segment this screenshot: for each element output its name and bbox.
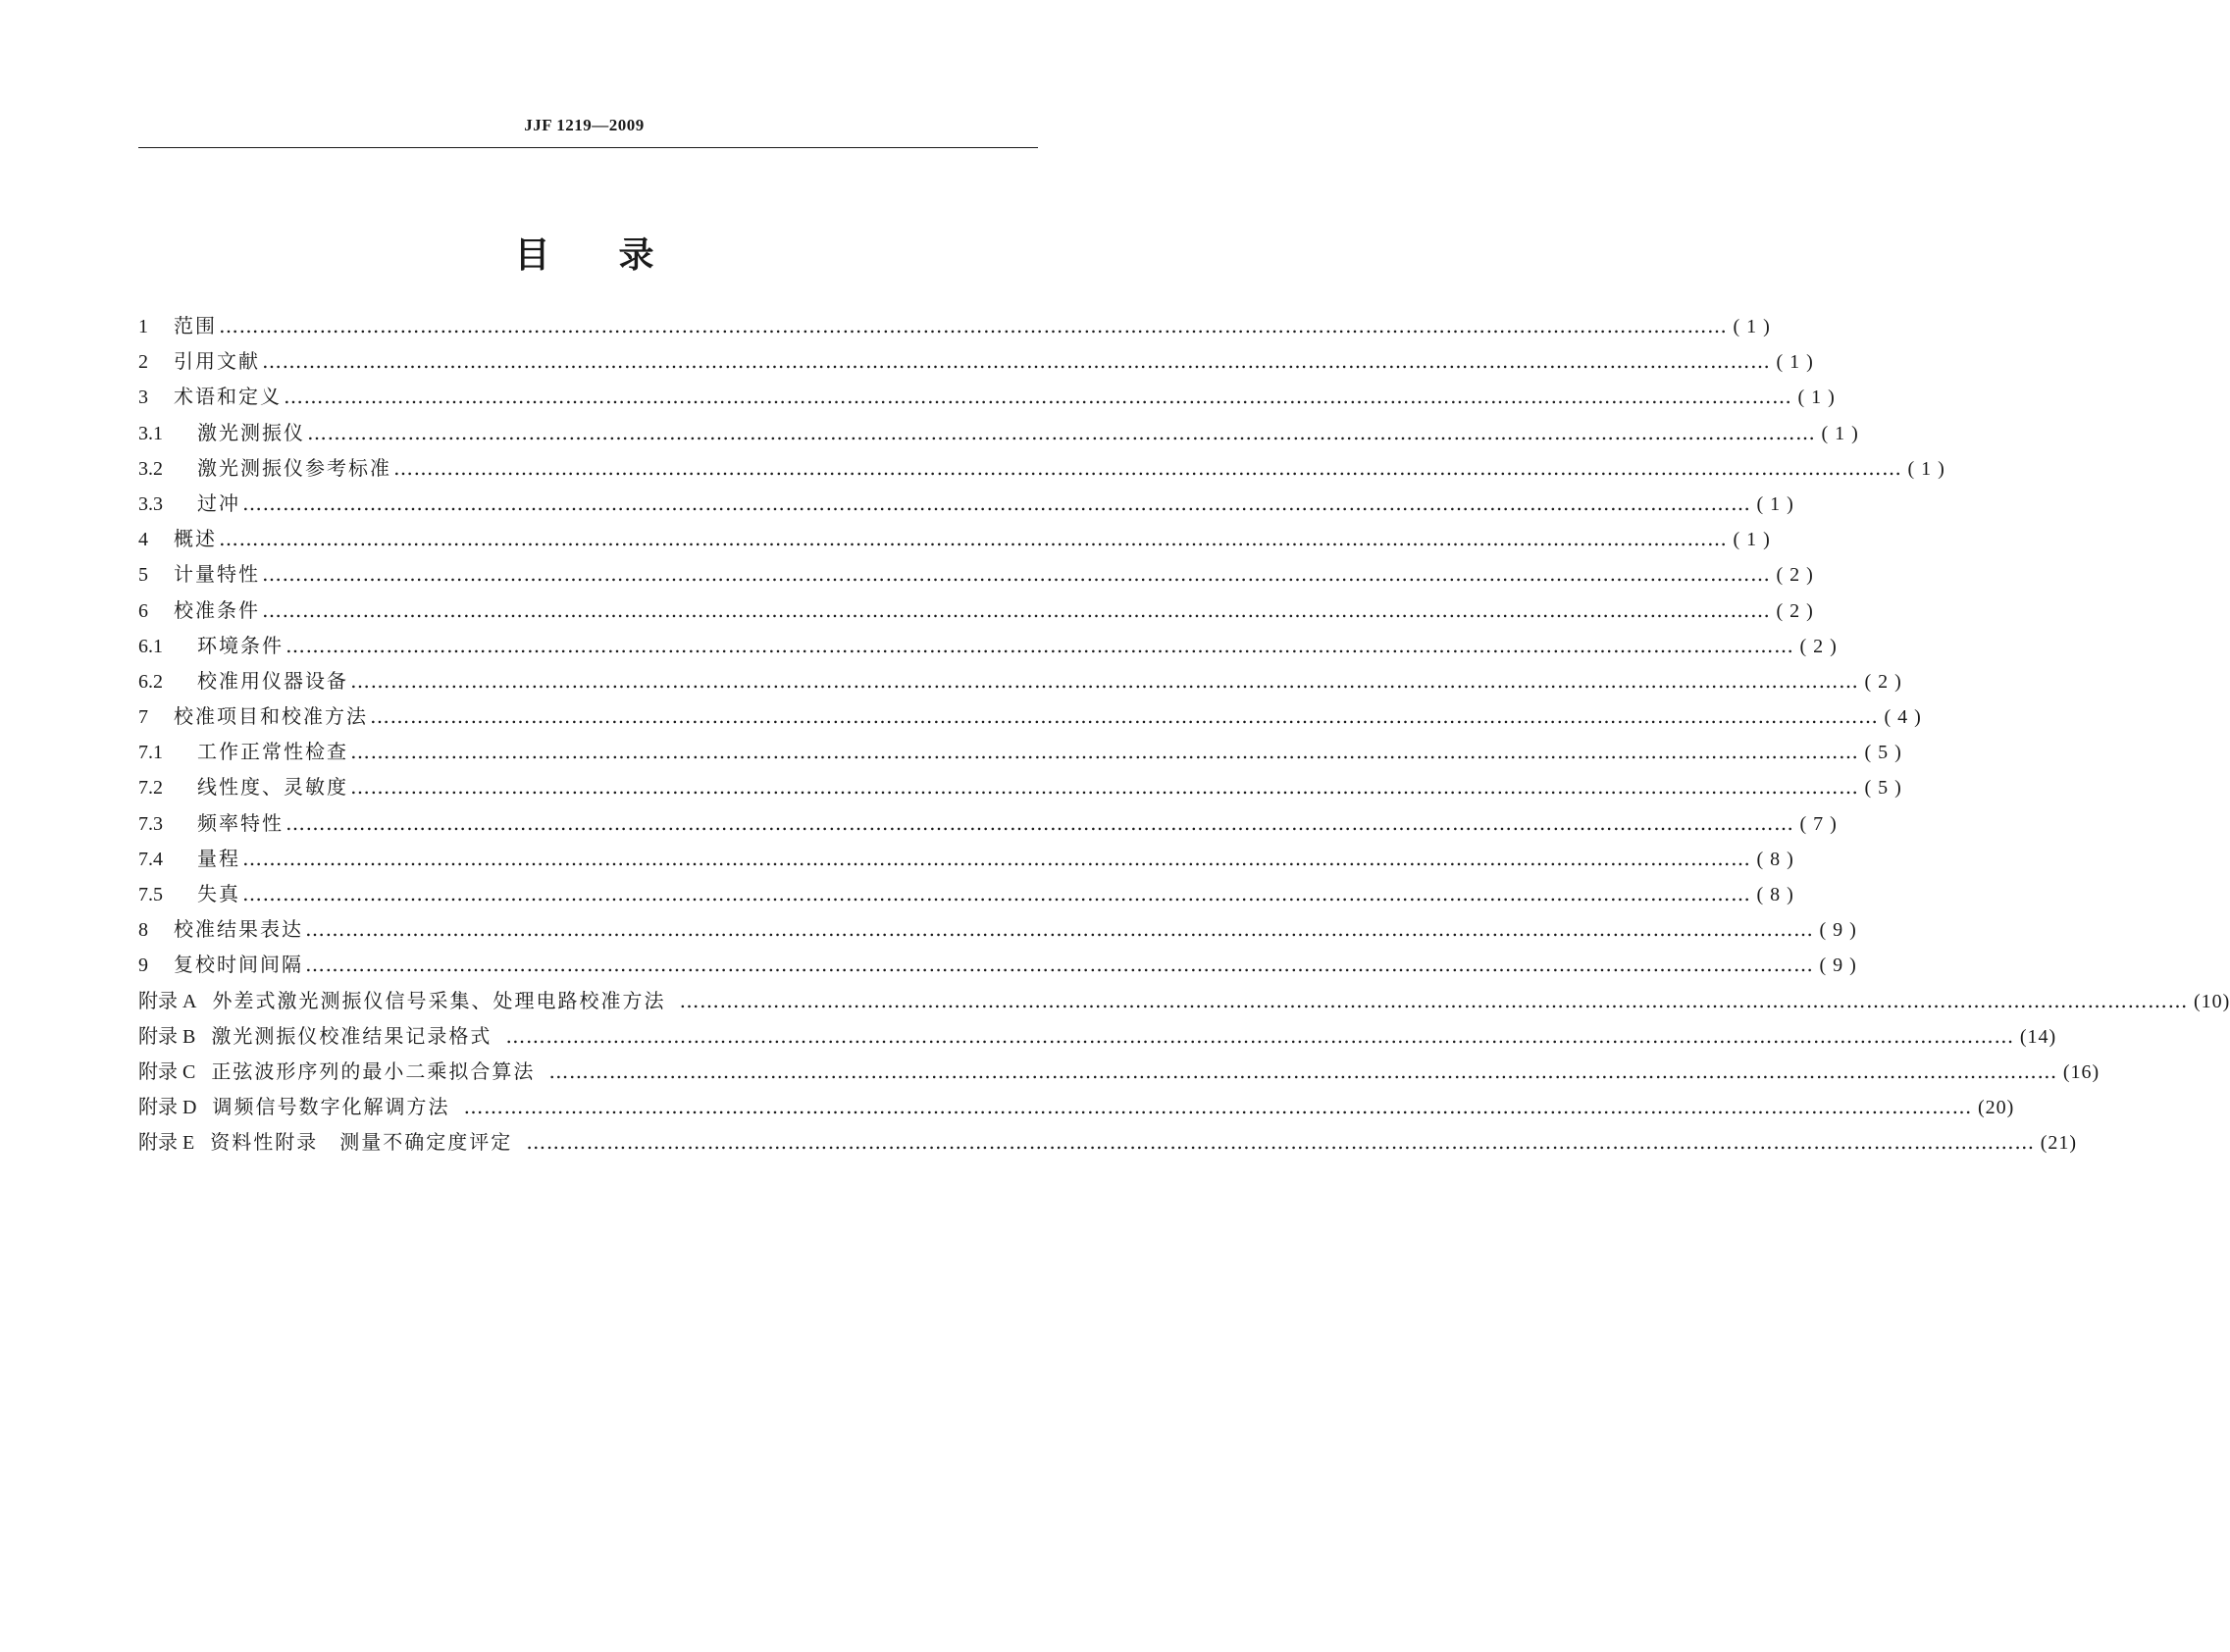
toc-entry-title: 资料性附录 测量不确定度评定 [210, 1130, 513, 1155]
toc-page-number: ( 2 ) [1864, 670, 1902, 693]
toc-entry-title: 校准结果表达 [174, 917, 303, 942]
toc-entry[interactable] [138, 450, 1945, 486]
toc-page-number: (16) [2062, 1060, 2100, 1083]
toc-page-number: ( 4 ) [1884, 706, 1922, 729]
toc-entry-title: 线性度、灵敏度 [197, 775, 348, 800]
toc-entry[interactable] [138, 663, 1902, 698]
toc-page-number: ( 2 ) [1799, 635, 1838, 657]
toc-dot-leader: ……………………………………………………………………………………………………………………………………………………………………………………………………… [284, 385, 1792, 409]
toc-page-number: ( 1 ) [1776, 351, 1814, 374]
toc-entry[interactable] [138, 628, 1838, 663]
toc-dot-leader: ……………………………………………………………………………………………………………………………………………………………………………………………………… [350, 668, 1859, 693]
toc-dot-leader: ……………………………………………………………………………………………………………………………………………………………………………………………………… [505, 1023, 2014, 1048]
toc-page-number: ( 8 ) [1756, 848, 1794, 870]
toc-entry-title: 量程 [197, 846, 240, 870]
toc-entry[interactable] [138, 415, 1859, 450]
toc-dot-leader: ……………………………………………………………………………………………………………………………………………………………………………………………………… [307, 420, 1816, 444]
toc-page-number: (14) [2019, 1025, 2057, 1048]
toc-entry-title: 激光测振仪参考标准 [197, 455, 391, 480]
toc-entry[interactable] [138, 379, 1836, 414]
toc-page-number: ( 1 ) [1733, 529, 1771, 551]
toc-page-number: ( 1 ) [1733, 316, 1771, 337]
toc-entry-title: 频率特性 [197, 810, 284, 835]
toc-entry-number: 4 [138, 529, 148, 551]
toc-entry[interactable] [138, 841, 1794, 876]
toc-entry-number: 附录 B [138, 1025, 196, 1048]
toc-entry[interactable] [138, 486, 1794, 521]
toc-page-number: ( 5 ) [1864, 777, 1902, 800]
toc-entry-number: 7.2 [138, 777, 163, 800]
toc-dot-leader: ……………………………………………………………………………………………………………………………………………………………………………………………………… [242, 490, 1751, 515]
toc-entry-number: 3.3 [138, 492, 163, 515]
toc-dot-leader: ……………………………………………………………………………………………………………………………………………………………………………………………………… [305, 953, 1814, 977]
toc-entry[interactable] [138, 556, 1814, 592]
toc-entry-number: 2 [138, 351, 148, 374]
toc-dot-leader: ……………………………………………………………………………………………………………………………………………………………………………………………………… [262, 562, 1771, 587]
toc-entry-title: 范围 [174, 314, 217, 337]
toc-page-number: ( 5 ) [1864, 742, 1902, 764]
toc-title: 目录 [514, 235, 723, 276]
toc-dot-leader: ……………………………………………………………………………………………………………………………………………………………………………………………………… [393, 455, 1902, 480]
document-code: JJF 1219—2009 [524, 116, 645, 134]
toc-page-number: (21) [2040, 1132, 2078, 1155]
toc-dot-leader: ……………………………………………………………………………………………………………………………………………………………………………………………………… [370, 704, 1879, 729]
toc-entry-number: 7.5 [138, 884, 163, 905]
toc-entry-title: 失真 [197, 882, 240, 905]
toc-entry-number: 7.1 [138, 742, 163, 764]
toc-entry-number: 6.2 [138, 670, 163, 693]
toc-entry[interactable] [138, 876, 1794, 911]
toc-dot-leader: ……………………………………………………………………………………………………………………………………………………………………………………………………… [219, 314, 1728, 337]
toc-entry-title: 过冲 [197, 490, 240, 515]
toc-entry-number: 9 [138, 955, 148, 977]
toc-entry[interactable] [138, 805, 1838, 841]
toc-page-number: ( 1 ) [1756, 492, 1794, 515]
toc-dot-leader: ……………………………………………………………………………………………………………………………………………………………………………………………………… [350, 740, 1859, 764]
toc-entry-title: 计量特性 [174, 562, 260, 587]
toc-dot-leader: ……………………………………………………………………………………………………………………………………………………………………………………………………… [219, 527, 1728, 551]
toc-entry-number: 3 [138, 387, 148, 409]
toc-page-number: ( 2 ) [1776, 564, 1814, 587]
toc-entry[interactable] [138, 698, 1922, 734]
toc-dot-leader: ……………………………………………………………………………………………………………………………………………………………………………………………………… [679, 988, 2188, 1012]
toc-page-number: (10) [2193, 990, 2230, 1012]
toc-entry-title: 引用文献 [174, 349, 260, 374]
toc-entry-title: 校准条件 [174, 597, 260, 622]
toc-entry-number: 附录 A [138, 990, 197, 1012]
toc-appendix-entry[interactable] [138, 1054, 2100, 1089]
toc-page-number: ( 1 ) [1797, 387, 1836, 409]
toc-page-number: ( 1 ) [1821, 422, 1859, 444]
toc-entry-title: 工作正常性检查 [197, 740, 348, 764]
toc-entry-number: 附录 C [138, 1060, 196, 1083]
toc-entry-title: 环境条件 [197, 633, 284, 657]
toc-entry-number: 6.1 [138, 635, 163, 657]
toc-entry-number: 7.4 [138, 848, 163, 870]
toc-appendix-entry[interactable] [138, 983, 2230, 1018]
toc-entry[interactable] [138, 521, 1771, 556]
toc-entry-number: 8 [138, 919, 148, 942]
toc-dot-leader: ……………………………………………………………………………………………………………………………………………………………………………………………………… [526, 1130, 2035, 1155]
toc-entry-title: 正弦波形序列的最小二乘拟合算法 [211, 1058, 536, 1083]
toc-page-number: ( 7 ) [1799, 812, 1838, 835]
toc-entry-title: 激光测振仪 [197, 420, 305, 444]
toc-entry[interactable] [138, 734, 1902, 769]
toc-entry-number: 1 [138, 316, 148, 337]
toc-dot-leader: ……………………………………………………………………………………………………………………………………………………………………………………………………… [285, 810, 1794, 835]
toc-entry-title: 外差式激光测振仪信号采集、处理电路校准方法 [212, 988, 666, 1012]
toc-entry[interactable] [138, 308, 1771, 343]
toc-dot-leader: ……………………………………………………………………………………………………………………………………………………………………………………………………… [242, 882, 1751, 905]
toc-entry[interactable] [138, 947, 1857, 982]
toc-page-number: ( 1 ) [1907, 457, 1945, 480]
toc-page-number: ( 8 ) [1756, 884, 1794, 905]
toc-dot-leader: ……………………………………………………………………………………………………………………………………………………………………………………………………… [463, 1095, 1972, 1119]
toc-entry-number: 6 [138, 599, 148, 622]
toc-dot-leader: ……………………………………………………………………………………………………………………………………………………………………………………………………… [305, 917, 1814, 942]
toc-entry-number: 附录 D [138, 1097, 197, 1119]
toc-entry-title: 概述 [174, 527, 217, 551]
toc-entry-number: 7 [138, 706, 148, 729]
toc-entry-title: 术语和定义 [174, 385, 282, 409]
toc-page-number: ( 9 ) [1819, 919, 1857, 942]
toc-entry-title: 校准用仪器设备 [197, 668, 348, 693]
toc-appendix-entry[interactable] [138, 1124, 2078, 1160]
toc-dot-leader: ……………………………………………………………………………………………………………………………………………………………………………………………………… [242, 846, 1751, 870]
toc-dot-leader: ……………………………………………………………………………………………………………………………………………………………………………………………………… [548, 1058, 2057, 1083]
toc-dot-leader: ……………………………………………………………………………………………………………………………………………………………………………………………………… [262, 349, 1771, 374]
toc-dot-leader: ……………………………………………………………………………………………………………………………………………………………………………………………………… [350, 775, 1859, 800]
toc-entry-number: 5 [138, 564, 148, 587]
toc-entry-number: 7.3 [138, 812, 163, 835]
toc-entry-number: 3.1 [138, 422, 163, 444]
toc-entry[interactable] [138, 911, 1857, 947]
toc-entry[interactable] [138, 769, 1902, 804]
toc-entry-title: 调频信号数字化解调方法 [212, 1095, 450, 1119]
toc-entry-number: 附录 E [138, 1132, 195, 1155]
toc-dot-leader: ……………………………………………………………………………………………………………………………………………………………………………………………………… [285, 633, 1794, 657]
toc-page-number: ( 9 ) [1819, 955, 1857, 977]
toc-page-number: (20) [1977, 1097, 2015, 1119]
header-rule [138, 147, 1038, 148]
toc-entry-number: 3.2 [138, 457, 163, 480]
toc-appendix-entry[interactable] [138, 1018, 2057, 1054]
table-of-contents [138, 308, 2230, 1161]
toc-entry[interactable] [138, 593, 1814, 628]
toc-page-number: ( 2 ) [1776, 599, 1814, 622]
toc-dot-leader: ……………………………………………………………………………………………………………………………………………………………………………………………………… [262, 597, 1771, 622]
toc-entry-title: 激光测振仪校准结果记录格式 [211, 1023, 493, 1048]
toc-entry-title: 复校时间间隔 [174, 953, 303, 977]
toc-entry-title: 校准项目和校准方法 [174, 704, 368, 729]
toc-appendix-entry[interactable] [138, 1089, 2015, 1124]
toc-entry[interactable] [138, 343, 1814, 379]
